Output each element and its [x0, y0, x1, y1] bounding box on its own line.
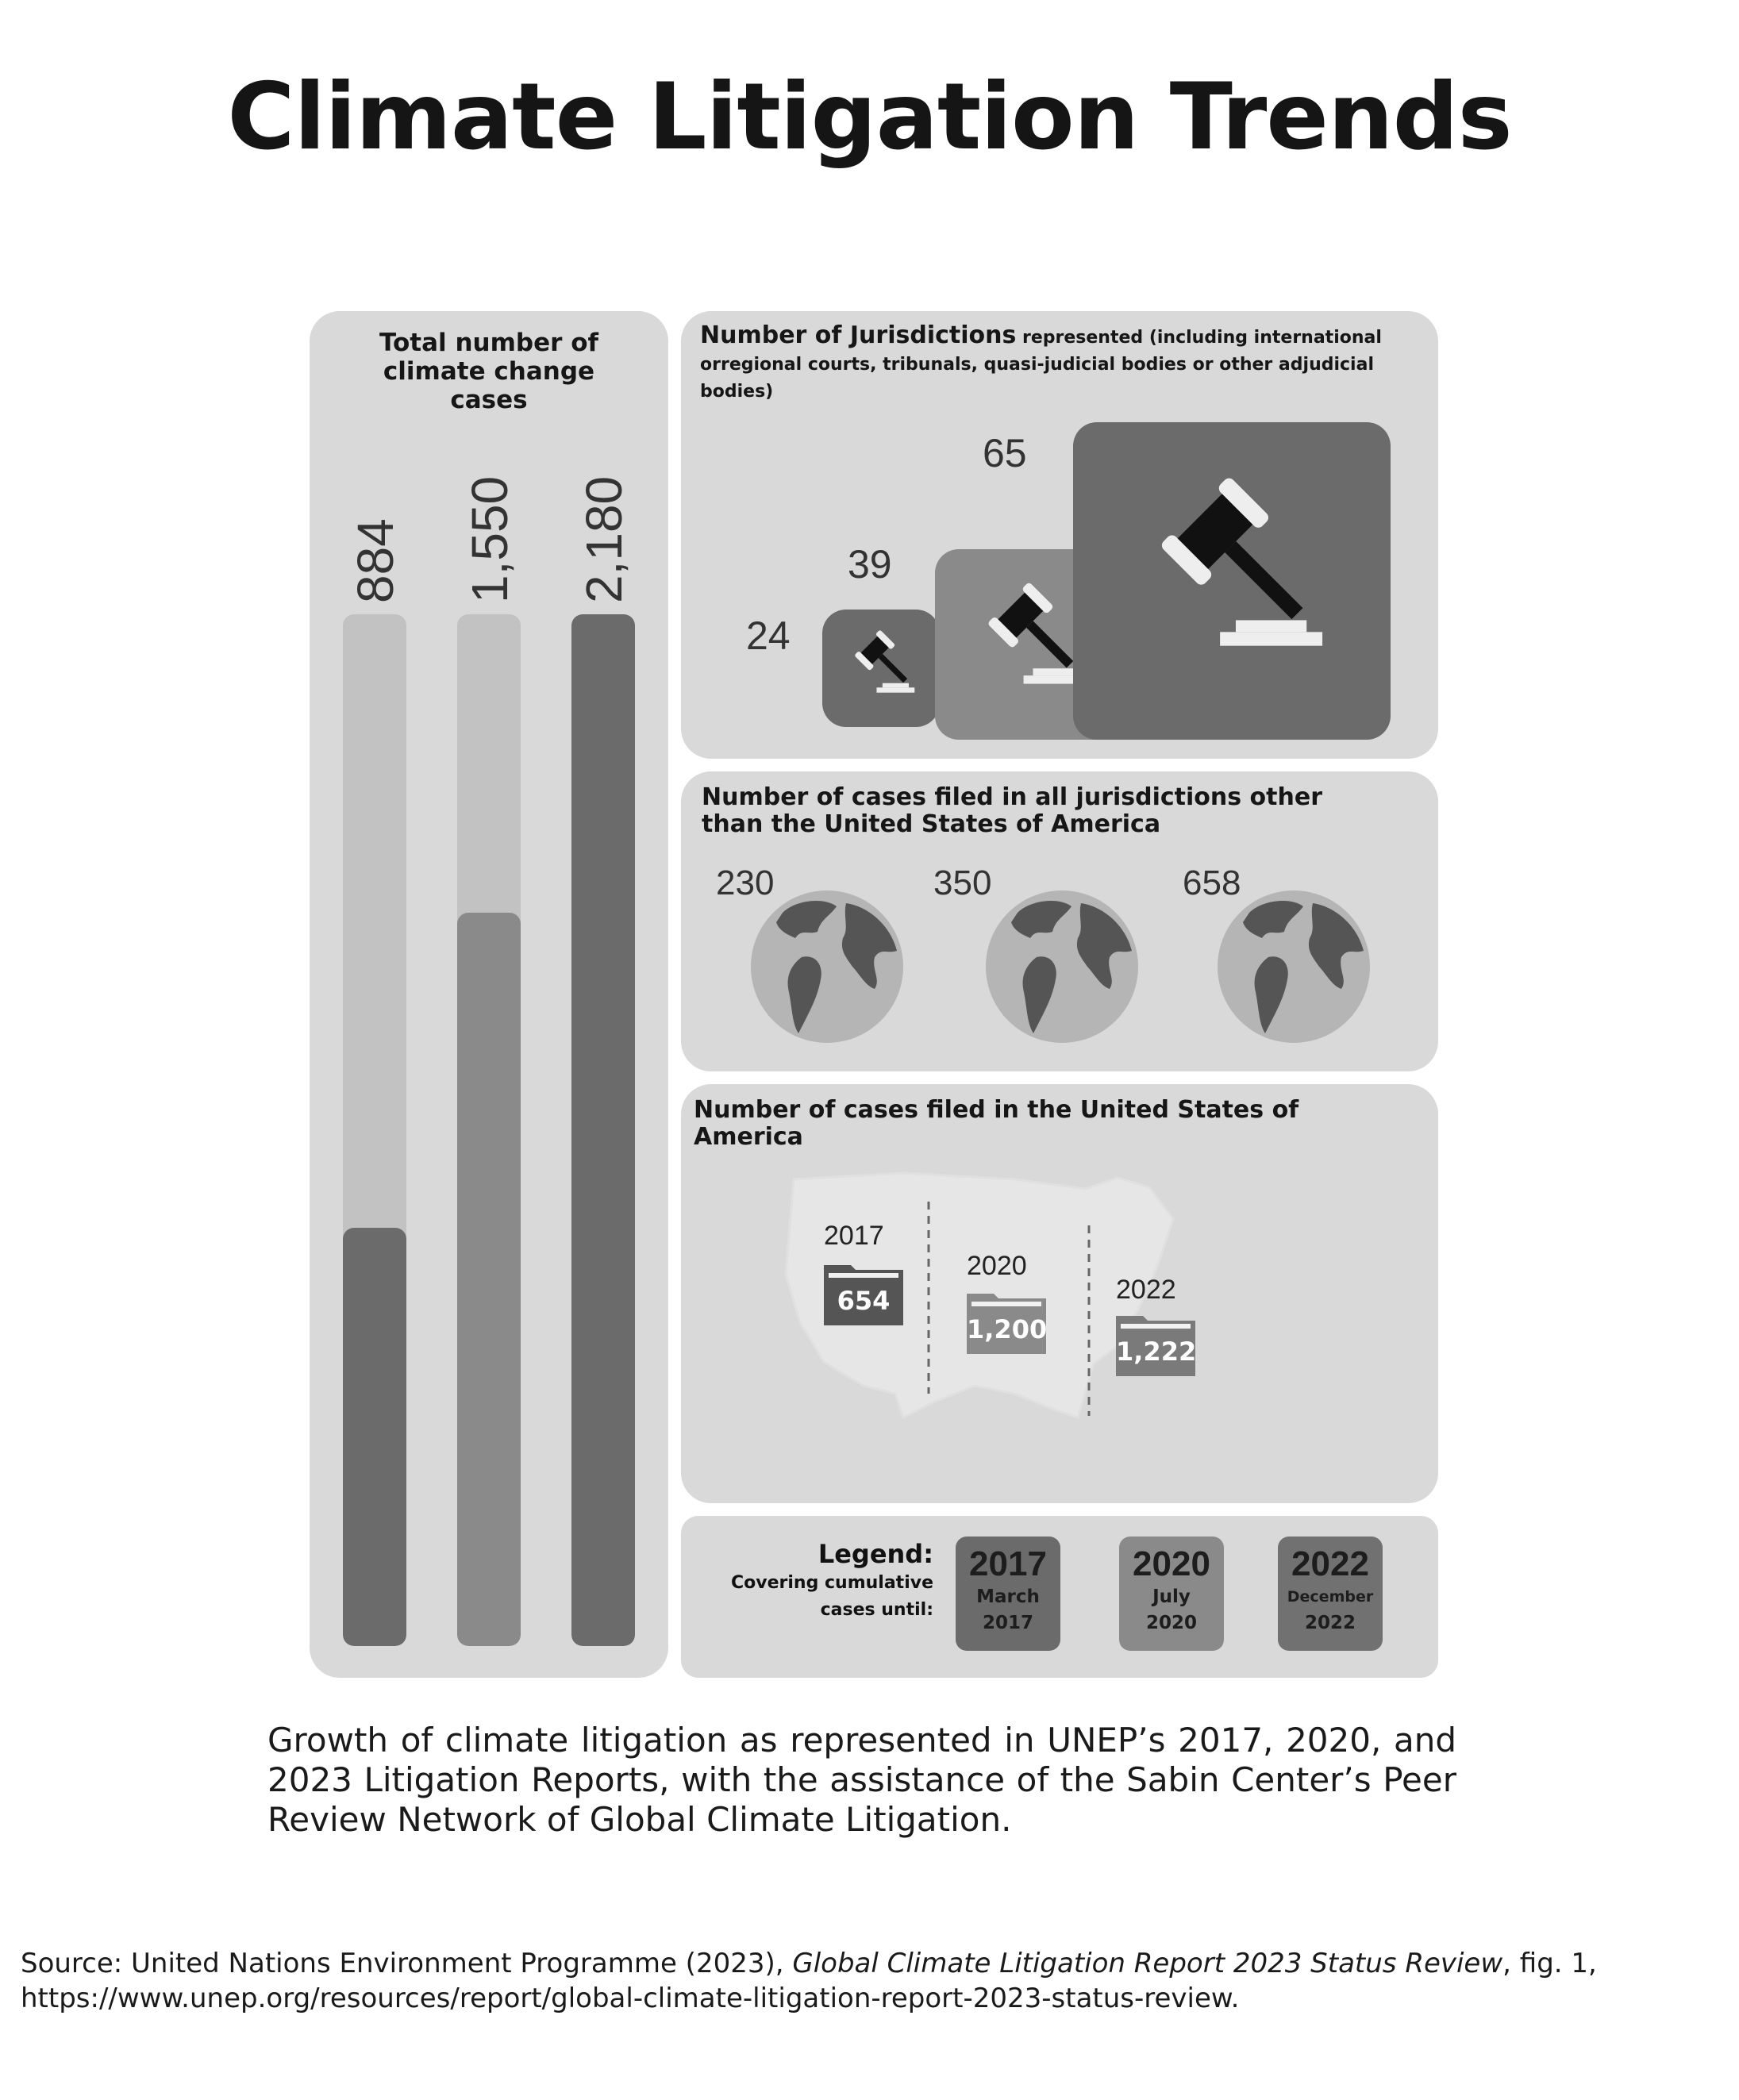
- legend-month: March: [976, 1587, 1040, 1607]
- jurisdictions-box-2017: [822, 610, 940, 727]
- jurisdictions-value-label: 24: [746, 613, 791, 658]
- jurisdictions-value-label: 39: [848, 542, 892, 587]
- legend-year: 2022: [1291, 1544, 1369, 1583]
- source-suffix: , fig. 1, https://www.unep.org/resources/report/global-climate-litigation-report-2023-status-review.: [21, 1948, 1597, 2014]
- total-cases-value-label: 884: [347, 518, 404, 603]
- total-cases-value-label: 1,550: [461, 475, 518, 603]
- source-title: Global Climate Litigation Report 2023 Status Review: [792, 1948, 1503, 1979]
- us-year-label: 2022: [1116, 1275, 1176, 1305]
- legend-item-2020: [1119, 1537, 1224, 1651]
- total-cases-bar-2017: [343, 614, 406, 1646]
- legend-year-small: 2022: [1304, 1613, 1356, 1633]
- folder-icon: [824, 1262, 903, 1325]
- legend-label: [729, 1538, 933, 1624]
- non-us-value-label: 658: [1183, 863, 1241, 902]
- us-value-label: 1,222: [1116, 1337, 1197, 1367]
- caption: Growth of climate litigation as represented in UNEP’s 2017, 2020, and 2023 Litigation Reports, with the assistance of the Sabin Center’s Peer Review Network of Global Climate Litigation.: [267, 1721, 1456, 1839]
- source-note: [21, 1946, 1703, 2016]
- total-cases-bar-fill: [343, 1228, 406, 1646]
- legend-subheading-1: Covering cumulative: [731, 1573, 933, 1593]
- total-cases-bar-fill: [571, 614, 635, 1646]
- total-cases-bar-fill: [457, 913, 521, 1646]
- legend-month: July: [1152, 1587, 1191, 1607]
- legend-heading: Legend:: [818, 1539, 933, 1569]
- legend-panel: [681, 1516, 1438, 1678]
- legend-month: December: [1287, 1588, 1374, 1606]
- us-year-label: 2017: [824, 1221, 884, 1251]
- globe-icon: [1214, 887, 1373, 1046]
- us-title: Number of cases filed in the United States of America: [694, 1096, 1299, 1151]
- legend-year: 2017: [969, 1544, 1047, 1583]
- legend-year-small: 2017: [982, 1613, 1033, 1633]
- gavel-icon: [1133, 467, 1330, 663]
- globe-icon: [983, 887, 1141, 1046]
- legend-year: 2020: [1133, 1544, 1210, 1583]
- jurisdictions-title-bold: Number of Jurisdictions: [700, 321, 1017, 349]
- legend-year-small: 2020: [1145, 1613, 1197, 1633]
- source-prefix: Source: United Nations Environment Programme (2023),: [21, 1948, 793, 1979]
- jurisdictions-box-2022: [1073, 422, 1391, 740]
- us-dividers: [681, 1084, 1438, 1503]
- total-cases-bar-2020: [457, 614, 521, 1646]
- non-us-title: Number of cases filed in all jurisdictions other than the United States of America: [702, 783, 1323, 838]
- non-us-value-label: 230: [716, 863, 775, 902]
- jurisdictions-title-rest: represented (including international orregional courts, tribunals, quasi-judicial bodies or other adjudicial bodies): [700, 328, 1382, 402]
- legend-subheading-2: cases until:: [820, 1600, 933, 1620]
- us-value-label: 1,200: [967, 1314, 1048, 1344]
- us-year-label: 2020: [967, 1251, 1027, 1281]
- jurisdictions-panel: [681, 311, 1438, 759]
- total-cases-title: Total number of climate change cases: [379, 329, 598, 414]
- folder-icon: [1116, 1313, 1195, 1376]
- total-cases-value-label: 2,180: [575, 475, 633, 603]
- total-cases-panel: [310, 311, 668, 1678]
- jurisdictions-value-label: 65: [983, 431, 1027, 475]
- jurisdictions-title: [700, 322, 1430, 406]
- main-title: Climate Litigation Trends: [227, 63, 1512, 171]
- us-value-label: 654: [837, 1286, 891, 1316]
- non-us-panel: [681, 771, 1438, 1071]
- legend-item-2022: [1278, 1537, 1383, 1651]
- gavel-icon: [971, 576, 1090, 694]
- globe-icon: [748, 887, 906, 1046]
- us-panel: [681, 1084, 1438, 1503]
- legend-item-2017: [956, 1537, 1060, 1651]
- gavel-icon: [844, 626, 918, 699]
- total-cases-bar-2022: [571, 614, 635, 1646]
- non-us-value-label: 350: [933, 863, 992, 902]
- folder-icon: [967, 1290, 1046, 1354]
